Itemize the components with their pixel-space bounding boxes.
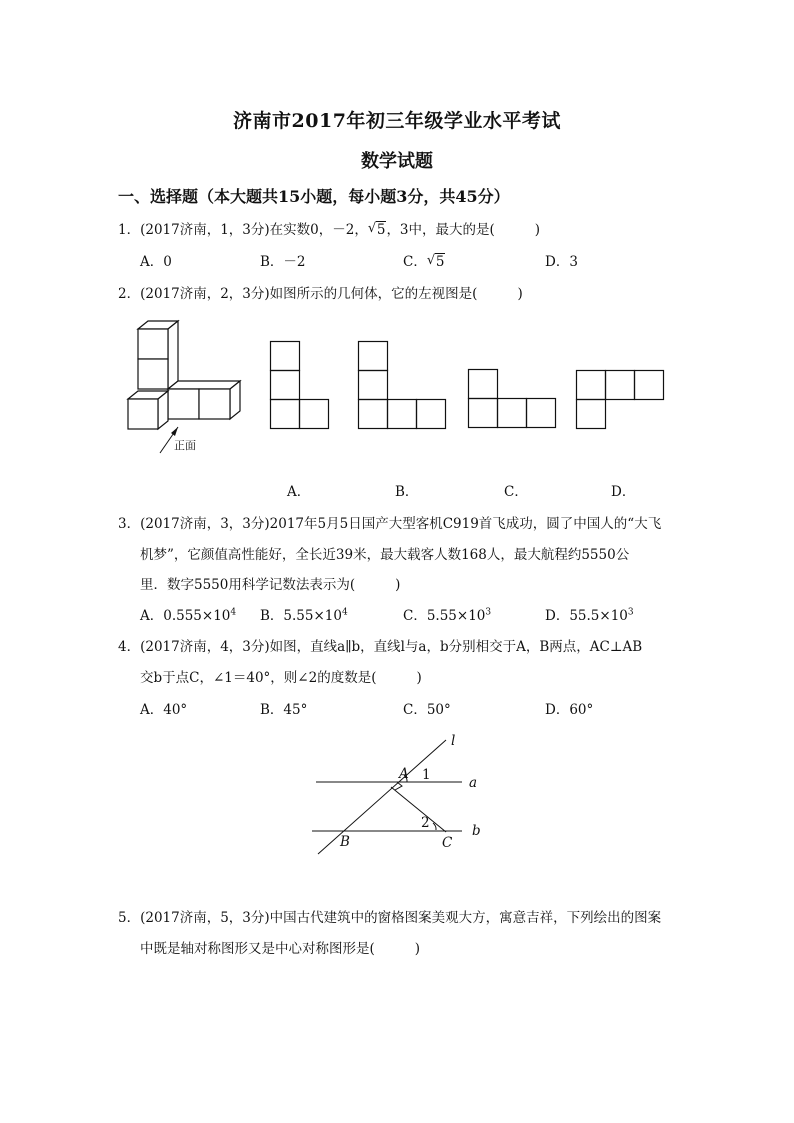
section-heading: 一、选择题（本大题共15小题，每小题3分，共45分） (118, 187, 510, 206)
question-3-line-2: 机梦”，它颜值高性能好，全长近39米，最大载客人数168人，最大航程约5550公 (140, 547, 630, 563)
q4-option-b: B．45° (260, 702, 308, 718)
parallel-lines-figure (300, 730, 500, 860)
question-2-stem: 2．(2017济南，2，3分)如图所示的几何体，它的左视图是( ) (118, 286, 523, 302)
q2-option-a: A． (287, 484, 311, 500)
question-4-line-2: 交b于点C，∠1＝40°，则∠2的度数是( ) (140, 670, 422, 686)
q1-option-d: D．3 (545, 254, 578, 270)
q2-view-d (576, 370, 668, 432)
q2-view-c (468, 369, 560, 431)
q4-option-a: A．40° (140, 702, 188, 718)
q2-option-d: D． (611, 484, 636, 500)
angle-1-label: 1 (422, 767, 431, 783)
q2-view-a (270, 341, 332, 431)
point-b-label: B (340, 834, 350, 850)
line-b-label: b (472, 823, 481, 839)
q3-option-d: D．$55.5\times 10^3$ (545, 607, 634, 624)
angle-2-label: 2 (421, 815, 430, 831)
q2-option-c: C． (504, 484, 528, 500)
question-4-line-1: 4．(2017济南，4，3分)如图，直线a∥b，直线l与a，b分别相交于A，B两点，AC⊥AB (118, 639, 643, 655)
question-5-line-2: 中既是轴对称图形又是中心对称图形是( ) (140, 941, 421, 957)
line-l-label: l (451, 733, 456, 749)
q3-option-a: A．$0.555\times 10^4$ (140, 607, 237, 624)
q1-option-b: B．－2 (260, 254, 306, 270)
exam-title: 济南市2017年初三年级学业水平考试 (233, 110, 561, 132)
q1-option-c: C． √ 5 (403, 253, 445, 270)
q3-option-c: C．$5.55\times 10^3$ (403, 607, 492, 624)
front-label: 正面 (174, 439, 196, 452)
q3-option-b: B．$5.55\times 10^4$ (260, 607, 348, 624)
q4-option-d: D．60° (545, 702, 594, 718)
exam-subtitle: 数学试题 (361, 151, 433, 172)
point-a-label: A (399, 766, 409, 782)
q2-option-b: B． (395, 484, 419, 500)
point-c-label: C (442, 835, 453, 851)
q2-view-b (358, 341, 450, 431)
question-3-line-3: 里．数字5550用科学记数法表示为( ) (140, 577, 401, 593)
question-5-line-1: 5．(2017济南，5，3分)中国古代建筑中的窗格图案美观大方，寓意吉祥，下列绘出的图案 (118, 910, 662, 926)
question-3-line-1: 3．(2017济南，3，3分)2017年5月5日国产大型客机C919首飞成功，圆了中国人的“大飞 (118, 516, 662, 532)
q1-option-a: A．0 (140, 254, 172, 270)
line-a-label: a (469, 775, 478, 791)
sqrt-symbol: √ 5 (367, 221, 386, 238)
question-1-stem: 1．(2017济南，1，3分)在实数0，－2， √ 5，3中，最大的是( ) (118, 221, 541, 238)
q4-option-c: C．50° (403, 702, 451, 718)
